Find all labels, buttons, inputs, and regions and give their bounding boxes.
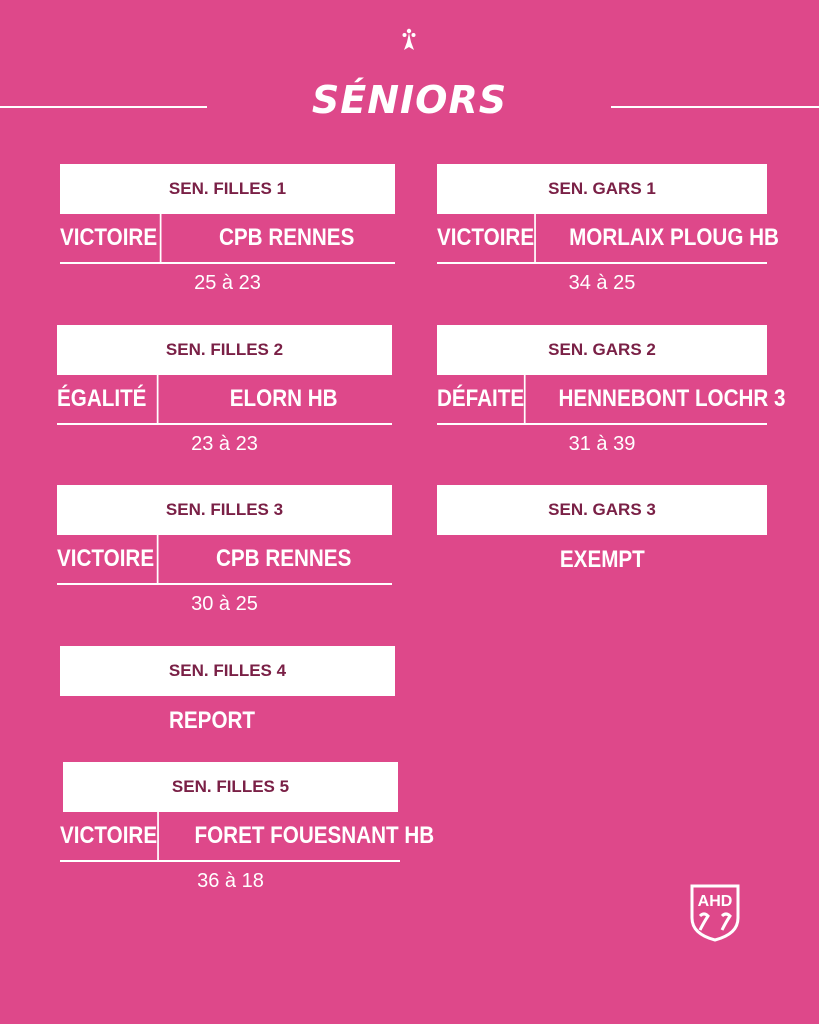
team-header: SEN. FILLES 5 (63, 762, 398, 812)
result-row (437, 214, 779, 264)
team-header: SEN. GARS 3 (437, 485, 767, 535)
match-score: 34 à 25 (568, 272, 636, 294)
result-row (57, 375, 392, 425)
page-title: SÉNIORS (311, 78, 508, 122)
result-status: VICTOIRE (60, 214, 161, 262)
result-row (437, 375, 786, 425)
result-status: VICTOIRE (437, 214, 536, 262)
match-score: 23 à 23 (191, 433, 258, 455)
title-rule-right (611, 106, 819, 108)
logo-text: AHD (697, 893, 733, 910)
team-header: SEN. FILLES 3 (57, 485, 392, 535)
result-row (60, 812, 435, 862)
team-header: SEN. FILLES 2 (57, 325, 392, 375)
match-note: REPORT (169, 707, 256, 734)
result-card (57, 485, 392, 616)
opponent-name: HENNEBONT LOCHR 3 (558, 385, 786, 412)
result-status: DÉFAITE (437, 375, 526, 423)
opponent-name: CPB RENNES (215, 545, 352, 572)
result-status: ÉGALITÉ (57, 375, 158, 423)
ermine-icon (401, 28, 417, 52)
match-note: EXEMPT (559, 546, 645, 573)
result-card (437, 325, 786, 456)
match-score: 36 à 18 (197, 870, 264, 892)
result-card (437, 164, 779, 295)
result-row (60, 214, 395, 264)
match-score: 30 à 25 (191, 593, 258, 615)
result-card (60, 762, 435, 893)
result-card (57, 325, 392, 456)
result-card (60, 164, 395, 295)
match-score: 25 à 23 (194, 272, 261, 294)
result-card (437, 485, 767, 585)
team-header: SEN. FILLES 4 (60, 646, 395, 696)
result-status: VICTOIRE (60, 812, 159, 860)
team-header: SEN. GARS 1 (437, 164, 767, 214)
club-logo (688, 884, 742, 942)
opponent-name: CPB RENNES (218, 224, 355, 251)
result-status: VICTOIRE (57, 535, 158, 583)
team-header: SEN. GARS 2 (437, 325, 767, 375)
result-card (60, 646, 395, 746)
result-row (57, 535, 392, 585)
opponent-name: ELORN HB (229, 385, 338, 412)
match-score: 31 à 39 (568, 433, 636, 455)
opponent-name: FORET FOUESNANT HB (194, 822, 435, 849)
team-header: SEN. FILLES 1 (60, 164, 395, 214)
opponent-name: MORLAIX PLOUG HB (569, 224, 779, 251)
